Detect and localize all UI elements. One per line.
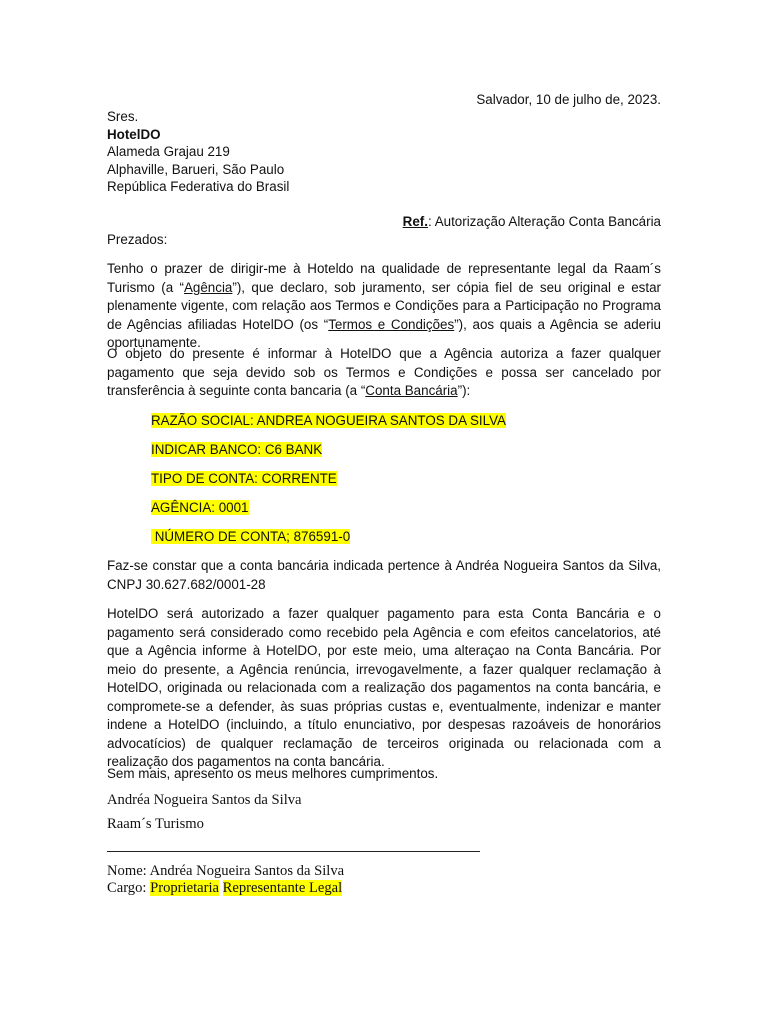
salutation-short: Sres. [107, 109, 139, 124]
termos-term: Termos e Condições [328, 316, 455, 332]
address-line-2: Alphaville, Barueri, São Paulo [107, 162, 285, 177]
address-country: República Federativa do Brasil [107, 179, 290, 194]
bank-field-numero-conta: NÚMERO DE CONTA; 876591-0 [151, 529, 351, 544]
signature-name: Andréa Nogueira Santos da Silva [107, 792, 302, 808]
bank-field-agencia: AGÊNCIA: 0001 [151, 500, 249, 515]
signature-line [107, 851, 480, 852]
agencia-term: Agência [183, 279, 233, 295]
recipient-company: HotelDO [107, 127, 161, 142]
closing-line: Sem mais, apresento os meus melhores cumprimentos. [107, 766, 439, 781]
bank-field-banco: INDICAR BANCO: C6 BANK [151, 442, 323, 457]
date-line: Salvador, 10 de julho de, 2023. [476, 92, 661, 107]
bank-field-razao-social: RAZÃO SOCIAL: ANDREA NOGUEIRA SANTOS DA SILVA [151, 413, 506, 428]
signature-company: Raam´s Turismo [107, 816, 204, 832]
cargo-line: Cargo: Proprietaria Representante Legal [107, 880, 343, 896]
cargo-value-proprietaria: Proprietaria [150, 880, 219, 896]
address-line-1: Alameda Grajau 219 [107, 144, 230, 159]
greeting: Prezados: [107, 232, 168, 247]
reference-line: Ref.: Autorização Alteração Conta Bancária [402, 214, 661, 229]
bank-field-tipo-conta: TIPO DE CONTA: CORRENTE [151, 471, 337, 486]
nome-line: Nome: Andréa Nogueira Santos da Silva [107, 863, 345, 879]
conta-term: Conta Bancária [365, 383, 458, 398]
paragraph-object: O objeto do presente é informar à HotelDO que a Agência autoriza a fazer qualquer pagamento que seja devido sob os Termos e Condições e possa ser cancelado por transferência à seguinte conta bancaria (a “Conta Bancária”): [107, 346, 661, 398]
cargo-value-representante: Representante Legal [222, 880, 343, 896]
paragraph-authorization: HotelDO será autorizado a fazer qualquer pagamento para esta Conta Bancária e o pagamento será considerado como recebido pela Agência e com efeitos cancelatorios, até que a Agência informe à HotelDO, por este meio, uma alteraçao na Conta Bancária. Por meio do presente, a Agência renúncia, irrevogavelmente, a fazer qualquer reclamação à HotelDO, originada ou relacionada com a realização dos pagamentos na conta bancária, e compromete-se a defender, às suas próprias custas e, eventualmente, indenizar e manter indene a HotelDO (incluindo, a título enunciativo, por despesas razoáveis de honorários advocatícios) de qualquer reclamação de terceiros originada ou relacionada com a realização dos pagamentos na conta bancária. [107, 606, 661, 769]
reference-label: Ref. [402, 214, 428, 229]
paragraph-ownership: Faz-se constar que a conta bancária indicada pertence à Andréa Nogueira Santos da Silva, CNPJ 30.627.682/0001-28 [107, 558, 661, 592]
paragraph-intro: Tenho o prazer de dirigir-me à Hoteldo na qualidade de representante legal da Raam´s Turismo (a “Agência”), que declaro, sob juramento, ser cópia fiel de seu original e estar plenamente vigente, com relação aos Termos e Condições para a Participação no Programa de Agências afiliadas HotelDO (os “Termos e Condições”), aos quais a Agência se aderiu oportunamente. [107, 261, 661, 350]
